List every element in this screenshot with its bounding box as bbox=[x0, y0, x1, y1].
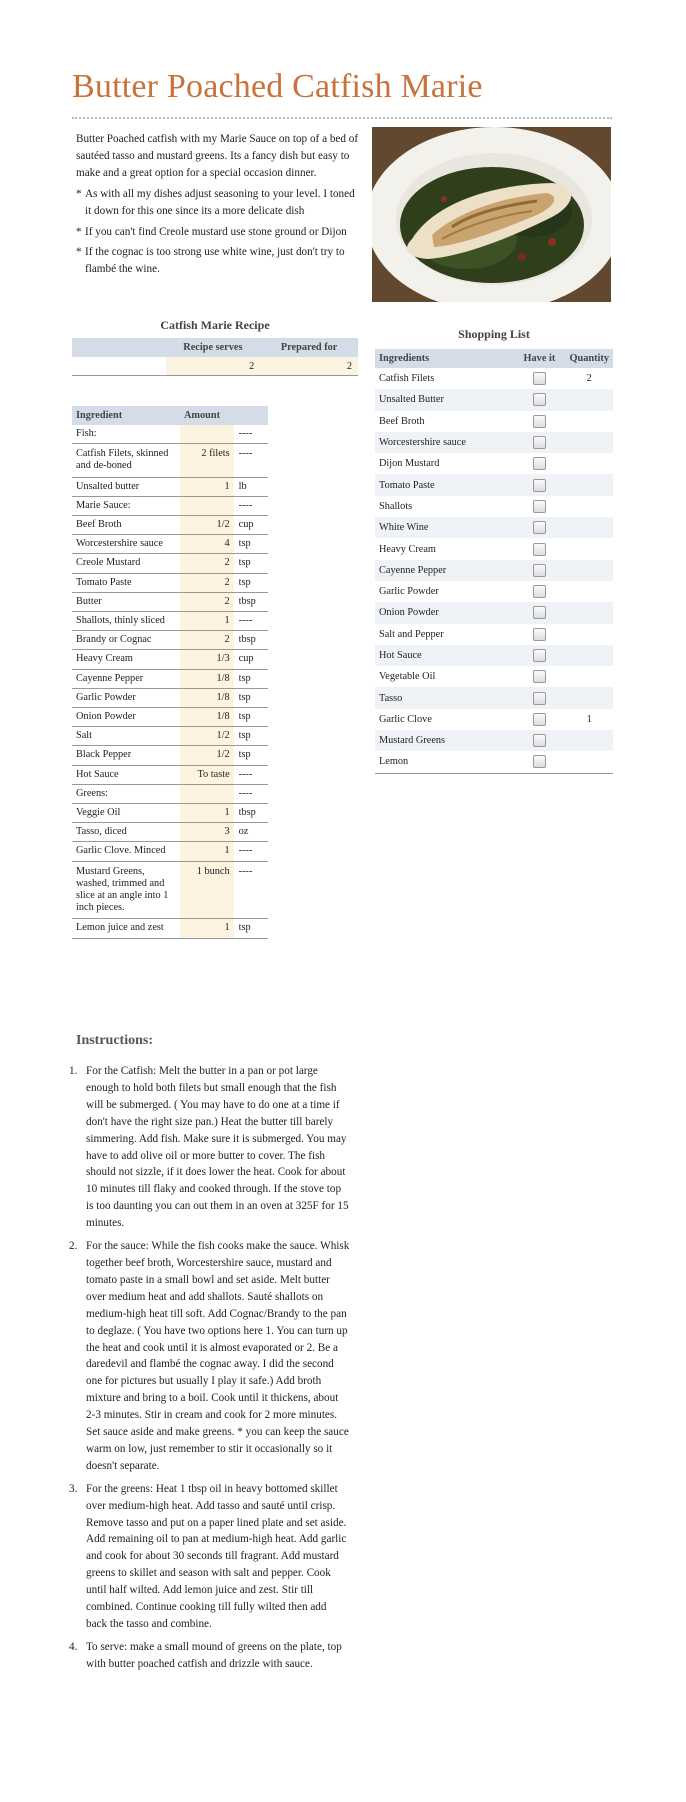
ingredient-unit: ---- bbox=[234, 612, 268, 631]
ingredient-unit: ---- bbox=[234, 842, 268, 861]
ingredient-name: Tomato Paste bbox=[72, 573, 180, 592]
have-it-cell bbox=[513, 496, 565, 517]
have-it-checkbox[interactable] bbox=[533, 479, 546, 492]
bullet-marker: * bbox=[76, 246, 82, 259]
have-it-checkbox[interactable] bbox=[533, 436, 546, 449]
instruction-step bbox=[66, 1481, 350, 1633]
step-number: 2. bbox=[69, 1240, 78, 1253]
shopping-item-quantity bbox=[566, 581, 613, 602]
ingredient-row bbox=[72, 535, 268, 554]
bullet-marker: * bbox=[76, 225, 82, 238]
note-text: If the cognac is too strong use white wine, just don't try to flambé the wine. bbox=[85, 246, 345, 276]
intro-section bbox=[76, 131, 360, 282]
have-it-cell bbox=[513, 730, 565, 751]
ingredients-table bbox=[72, 406, 268, 939]
ingredient-amount: 1 bunch bbox=[180, 861, 234, 919]
shopping-ingredients-header: Ingredients bbox=[375, 349, 513, 368]
ingredient-name: Creole Mustard bbox=[72, 554, 180, 573]
shopping-list-table bbox=[375, 349, 613, 774]
ingredient-row bbox=[72, 650, 268, 669]
shopping-row bbox=[375, 453, 613, 474]
shopping-item-name: Hot Sauce bbox=[375, 645, 513, 666]
ingredient-amount: 2 bbox=[180, 631, 234, 650]
recipe-title: Catfish Marie Recipe bbox=[160, 318, 270, 332]
have-it-header: Have it bbox=[513, 349, 565, 368]
serves-row bbox=[72, 357, 358, 376]
shopping-item-quantity bbox=[566, 432, 613, 453]
shopping-item-quantity bbox=[566, 517, 613, 538]
ingredient-row bbox=[72, 669, 268, 688]
ingredients-header-row bbox=[72, 406, 268, 425]
have-it-cell bbox=[513, 666, 565, 687]
shopping-item-quantity bbox=[566, 624, 613, 645]
have-it-cell bbox=[513, 474, 565, 495]
ingredient-unit: oz bbox=[234, 823, 268, 842]
serves-value: 2 bbox=[166, 357, 261, 376]
ingredient-row bbox=[72, 592, 268, 611]
have-it-checkbox[interactable] bbox=[533, 692, 546, 705]
shopping-item-quantity bbox=[566, 602, 613, 623]
ingredient-row bbox=[72, 516, 268, 535]
ingredient-row bbox=[72, 842, 268, 861]
ingredient-amount bbox=[180, 496, 234, 515]
ingredient-amount: 1 bbox=[180, 842, 234, 861]
shopping-item-name: Catfish Filets bbox=[379, 373, 435, 385]
ingredient-unit: tsp bbox=[234, 573, 268, 592]
ingredient-name: Unsalted butter bbox=[72, 477, 180, 496]
ingredient-amount bbox=[180, 784, 234, 803]
ingredient-row bbox=[72, 804, 268, 823]
ingredient-row bbox=[72, 708, 268, 727]
have-it-checkbox[interactable] bbox=[533, 585, 546, 598]
have-it-checkbox[interactable] bbox=[533, 415, 546, 428]
shopping-row bbox=[375, 496, 613, 517]
ingredient-amount: 1/3 bbox=[180, 650, 234, 669]
ingredient-amount: 2 bbox=[180, 554, 234, 573]
shopping-item-quantity bbox=[566, 496, 613, 517]
ingredient-amount: 1/2 bbox=[180, 746, 234, 765]
shopping-list-title: Shopping List bbox=[458, 327, 530, 341]
step-text: To serve: make a small mound of greens on the plate, top with butter poached catfish and drizzle with sauce. bbox=[86, 1640, 342, 1670]
ingredient-row bbox=[72, 425, 268, 444]
intro-note bbox=[76, 244, 360, 278]
shopping-item-name: Garlic Clove bbox=[379, 713, 432, 725]
ingredient-name: Salt bbox=[72, 727, 180, 746]
have-it-cell bbox=[513, 751, 565, 773]
step-number: 1. bbox=[69, 1065, 78, 1077]
shopping-item-name: White Wine bbox=[375, 517, 513, 538]
ingredient-unit: ---- bbox=[234, 861, 268, 919]
have-it-checkbox[interactable] bbox=[533, 521, 546, 534]
ingredient-name: Fish: bbox=[72, 425, 180, 444]
shopping-row bbox=[375, 624, 613, 645]
ingredient-amount: 1 bbox=[180, 612, 234, 631]
shopping-row bbox=[375, 474, 613, 495]
page-title: Butter Poached Catfish Marie bbox=[72, 68, 483, 105]
dish-illustration bbox=[372, 127, 611, 302]
ingredient-amount: 3 bbox=[180, 823, 234, 842]
title-divider bbox=[72, 117, 612, 119]
have-it-checkbox[interactable] bbox=[533, 564, 546, 577]
shopping-item-quantity bbox=[566, 389, 613, 410]
note-text: If you can't find Creole mustard use stone ground or Dijon bbox=[85, 225, 347, 238]
ingredient-row bbox=[72, 573, 268, 592]
ingredient-row bbox=[72, 444, 268, 477]
have-it-checkbox[interactable] bbox=[533, 628, 546, 641]
note-text: As with all my dishes adjust seasoning to your level. I toned it down for this one since its a more delicate dish bbox=[85, 187, 355, 217]
shopping-item-quantity bbox=[566, 538, 613, 559]
instructions-title: Instructions: bbox=[76, 1033, 154, 1048]
ingredient-name: Beef Broth bbox=[72, 516, 180, 535]
step-number: 3. bbox=[69, 1482, 78, 1495]
shopping-row bbox=[375, 538, 613, 559]
shopping-row bbox=[375, 560, 613, 581]
ingredient-row bbox=[72, 784, 268, 803]
have-it-cell bbox=[513, 389, 565, 410]
ingredient-unit: cup bbox=[234, 650, 268, 669]
ingredient-unit: tsp bbox=[234, 727, 268, 746]
shopping-item-name: Worcestershire sauce bbox=[375, 432, 513, 453]
shopping-item-quantity bbox=[566, 411, 613, 432]
dish-photo bbox=[372, 127, 611, 302]
ingredient-unit: tsp bbox=[234, 746, 268, 765]
ingredient-unit: tsp bbox=[234, 669, 268, 688]
ingredient-row bbox=[72, 765, 268, 784]
shopping-item-name: Vegetable Oil bbox=[379, 671, 436, 683]
ingredient-name: Veggie Oil bbox=[72, 804, 180, 823]
instruction-step bbox=[66, 1063, 350, 1232]
ingredient-row bbox=[72, 823, 268, 842]
have-it-checkbox[interactable] bbox=[533, 670, 546, 683]
quantity-header: Quantity bbox=[566, 349, 613, 368]
shopping-row bbox=[375, 368, 613, 389]
have-it-cell bbox=[513, 687, 565, 708]
ingredient-name: Catfish Filets, skinned and de-boned bbox=[72, 444, 180, 477]
shopping-item-name: Tasso bbox=[375, 687, 513, 708]
have-it-cell bbox=[513, 453, 565, 474]
ingredient-row bbox=[72, 861, 268, 919]
ingredient-amount bbox=[180, 425, 234, 444]
ingredient-name: Onion Powder bbox=[72, 708, 180, 727]
ingredient-row bbox=[72, 477, 268, 496]
ingredient-unit: tsp bbox=[234, 554, 268, 573]
shopping-row bbox=[375, 389, 613, 410]
ingredient-amount: 1/8 bbox=[180, 688, 234, 707]
ingredient-name: Black Pepper bbox=[72, 746, 180, 765]
shopping-item-name: Mustard Greens bbox=[375, 730, 513, 751]
shopping-item-quantity bbox=[566, 474, 613, 495]
bullet-marker: * bbox=[76, 187, 82, 200]
prepared-for-header: Prepared for bbox=[260, 338, 358, 357]
shopping-header-row bbox=[375, 349, 613, 368]
instruction-step bbox=[66, 1639, 350, 1673]
ingredient-row bbox=[72, 746, 268, 765]
ingredient-unit: tbsp bbox=[234, 804, 268, 823]
ingredient-unit: ---- bbox=[234, 784, 268, 803]
have-it-checkbox[interactable] bbox=[533, 372, 546, 385]
shopping-item-quantity bbox=[566, 560, 613, 581]
prepared-for-value[interactable]: 2 bbox=[260, 357, 358, 376]
serves-blank-cell bbox=[72, 357, 166, 376]
instruction-step bbox=[66, 1238, 350, 1475]
ingredient-name: Mustard Greens, washed, trimmed and slice at an angle into 1 inch pieces. bbox=[72, 861, 180, 919]
ingredient-amount: To taste bbox=[180, 765, 234, 784]
have-it-cell bbox=[513, 411, 565, 432]
have-it-cell bbox=[513, 538, 565, 559]
shopping-item-name: Lemon bbox=[375, 751, 513, 773]
shopping-row bbox=[375, 602, 613, 623]
ingredient-name: Marie Sauce: bbox=[72, 496, 180, 515]
ingredient-unit: ---- bbox=[234, 444, 268, 477]
amount-header: Amount bbox=[180, 406, 268, 425]
ingredient-row bbox=[72, 727, 268, 746]
shopping-row bbox=[375, 666, 613, 687]
serves-header-blank bbox=[72, 338, 166, 357]
ingredient-amount: 1 bbox=[180, 804, 234, 823]
ingredient-name: Heavy Cream bbox=[72, 650, 180, 669]
shopping-item-name: Salt and Pepper bbox=[379, 628, 444, 640]
shopping-row bbox=[375, 411, 613, 432]
ingredient-unit: tsp bbox=[234, 535, 268, 554]
shopping-item-name: Unsalted Butter bbox=[375, 389, 513, 410]
step-number: 4. bbox=[69, 1640, 78, 1653]
shopping-item-quantity bbox=[566, 666, 613, 687]
shopping-item-name: Dijon Mustard bbox=[379, 458, 440, 470]
ingredient-name: Garlic Powder bbox=[72, 688, 180, 707]
have-it-cell bbox=[513, 581, 565, 602]
ingredient-unit: tbsp bbox=[234, 631, 268, 650]
have-it-cell bbox=[513, 560, 565, 581]
ingredient-unit: lb bbox=[234, 477, 268, 496]
shopping-item-name: Onion Powder bbox=[375, 602, 513, 623]
step-text: For the sauce: While the fish cooks make the sauce. Whisk together beef broth, Worcestershire sauce, mustard and tomato paste in a small bowl and set aside. Melt butter over medium heat and add shallots. Sauté shallots on medium-high heat till soft. Add Cognac/Brandy to the pan to deglaze. ( You have two options here 1. You can turn up the heat and cook until it is almost evaporated or 2. Be a daredevil and flambé the cognac away. I did the second one for pictures but usually I play it safe.) Add broth mixture and bring to a boil. Cook until it thickens, about 2-3 minutes. Stir in cream and cook for 2 more minutes. Set sauce aside and make greens. * you can keep the sauce warm on low, just remember to stir it occasionally so it doesn't separate. bbox=[86, 1240, 350, 1472]
ingredient-amount: 1 bbox=[180, 919, 234, 938]
ingredient-amount: 4 bbox=[180, 535, 234, 554]
ingredient-amount: 2 bbox=[180, 592, 234, 611]
have-it-cell bbox=[513, 624, 565, 645]
shopping-item-name: Cayenne Pepper bbox=[375, 560, 513, 581]
shopping-row bbox=[375, 645, 613, 666]
have-it-cell bbox=[513, 368, 565, 389]
have-it-checkbox[interactable] bbox=[533, 734, 546, 747]
ingredient-name: Brandy or Cognac bbox=[72, 631, 180, 650]
have-it-checkbox[interactable] bbox=[533, 713, 546, 726]
ingredient-amount: 2 bbox=[180, 573, 234, 592]
have-it-checkbox[interactable] bbox=[533, 457, 546, 470]
intro-note bbox=[76, 186, 360, 220]
serves-table bbox=[72, 338, 358, 376]
ingredient-unit: ---- bbox=[234, 765, 268, 784]
have-it-checkbox[interactable] bbox=[533, 649, 546, 662]
ingredient-row bbox=[72, 919, 268, 938]
shopping-item-quantity: 1 bbox=[586, 713, 592, 725]
intro-notes bbox=[76, 186, 360, 279]
ingredient-amount: 1 bbox=[180, 477, 234, 496]
have-it-cell bbox=[513, 645, 565, 666]
have-it-checkbox[interactable] bbox=[533, 755, 546, 768]
have-it-cell bbox=[513, 432, 565, 453]
ingredient-amount: 1/2 bbox=[180, 727, 234, 746]
shopping-item-quantity bbox=[566, 751, 613, 773]
step-text: For the greens: Heat 1 tbsp oil in heavy bottomed skillet over medium-high heat. Add tasso and sauté until crisp. Remove tasso and put on a paper lined plate and set aside. Add remaining oil to pan at medium-high heat. Add garlic and cook for about 30 seconds till fragrant. Add mustard greens to skillet and season with salt and pepper. Cook until half wilted. Add lemon juice and zest. Stir till combined. Continue cooking till fully wilted then add back the tasso and combine. bbox=[86, 1482, 347, 1630]
shopping-item-quantity bbox=[566, 453, 613, 474]
shopping-item-name: Tomato Paste bbox=[375, 474, 513, 495]
ingredient-name: Lemon juice and zest bbox=[72, 919, 180, 938]
shopping-item-quantity: 2 bbox=[586, 373, 592, 385]
ingredient-unit: ---- bbox=[234, 425, 268, 444]
have-it-checkbox[interactable] bbox=[533, 606, 546, 619]
shopping-item-name: Heavy Cream bbox=[379, 543, 436, 555]
shopping-list-body bbox=[375, 368, 613, 773]
shopping-item-name: Shallots bbox=[379, 500, 413, 512]
serves-header: Recipe serves bbox=[166, 338, 261, 357]
ingredient-row bbox=[72, 612, 268, 631]
ingredient-amount: 1/2 bbox=[180, 516, 234, 535]
have-it-cell bbox=[513, 602, 565, 623]
intro-note bbox=[76, 224, 360, 241]
ingredient-name: Tasso, diced bbox=[72, 823, 180, 842]
ingredient-amount: 1/8 bbox=[180, 708, 234, 727]
ingredient-unit: tbsp bbox=[234, 592, 268, 611]
ingredient-row bbox=[72, 554, 268, 573]
shopping-row bbox=[375, 432, 613, 453]
ingredient-unit: cup bbox=[234, 516, 268, 535]
ingredient-amount: 1/8 bbox=[180, 669, 234, 688]
shopping-row bbox=[375, 751, 613, 773]
ingredient-row bbox=[72, 631, 268, 650]
intro-paragraph: Butter Poached catfish with my Marie Sauce on top of a bed of sautéed tasso and mustard greens. Its a fancy dish but easy to make and a great option for a special occasion dinner. bbox=[76, 133, 359, 179]
shopping-item-quantity bbox=[566, 645, 613, 666]
ingredient-row bbox=[72, 496, 268, 515]
ingredient-name: Greens: bbox=[72, 784, 180, 803]
have-it-checkbox[interactable] bbox=[533, 543, 546, 556]
shopping-item-name: Garlic Powder bbox=[379, 586, 439, 598]
shopping-row bbox=[375, 687, 613, 708]
shopping-row bbox=[375, 730, 613, 751]
have-it-checkbox[interactable] bbox=[533, 393, 546, 406]
shopping-item-name: Beef Broth bbox=[379, 415, 425, 427]
ingredient-unit: tsp bbox=[234, 688, 268, 707]
ingredient-name: Shallots, thinly sliced bbox=[72, 612, 180, 631]
ingredient-name: Cayenne Pepper bbox=[72, 669, 180, 688]
have-it-cell bbox=[513, 709, 565, 730]
ingredient-unit: ---- bbox=[234, 496, 268, 515]
shopping-item-quantity bbox=[566, 687, 613, 708]
serves-header-row bbox=[72, 338, 358, 357]
ingredient-row bbox=[72, 688, 268, 707]
step-text: For the Catfish: Melt the butter in a pan or pot large enough to hold both filets but small enough that the fish will be submerged. ( You may have to do one at a time if don't have the right size pan.) Heat the butter till barely simmering. Add fish. Make sure it is submerged. You may have to add olive oil or more butter to cover. The fish should not sizzle, if it does lower the heat. Cook for about 10 minutes till flaky and cooked through. If the stove top is too daunting you can out them in an oven at 325F for 15 minutes. bbox=[86, 1065, 349, 1230]
ingredient-name: Worcestershire sauce bbox=[72, 535, 180, 554]
ingredients-body bbox=[72, 425, 268, 938]
shopping-item-quantity bbox=[566, 730, 613, 751]
shopping-row bbox=[375, 709, 613, 730]
ingredient-name: Hot Sauce bbox=[72, 765, 180, 784]
ingredient-unit: tsp bbox=[234, 708, 268, 727]
shopping-row bbox=[375, 581, 613, 602]
have-it-checkbox[interactable] bbox=[533, 500, 546, 513]
shopping-row bbox=[375, 517, 613, 538]
ingredient-amount: 2 filets bbox=[180, 444, 234, 477]
instructions-list bbox=[66, 1063, 350, 1679]
ingredient-header: Ingredient bbox=[72, 406, 180, 425]
have-it-cell bbox=[513, 517, 565, 538]
ingredient-name: Garlic Clove. Minced bbox=[72, 842, 180, 861]
ingredient-name: Butter bbox=[72, 592, 180, 611]
ingredient-unit: tsp bbox=[234, 919, 268, 938]
